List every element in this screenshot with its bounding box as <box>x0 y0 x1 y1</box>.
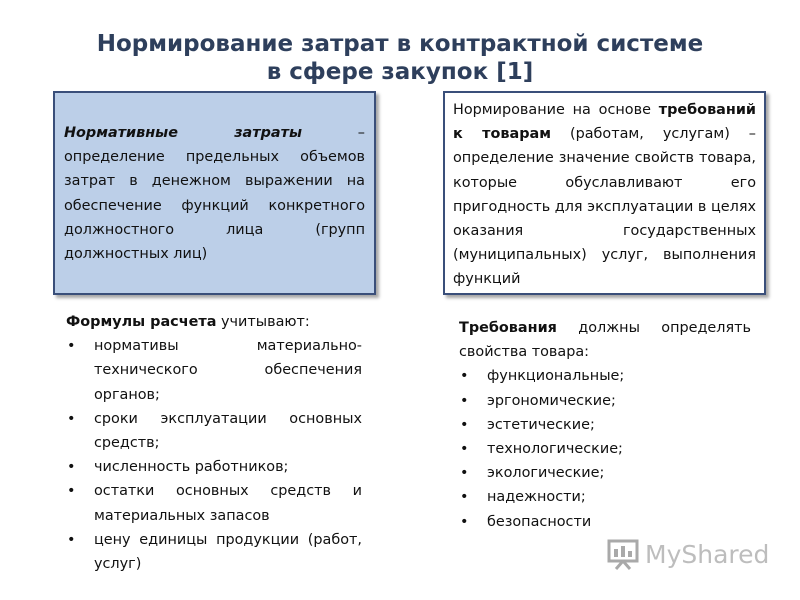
requirements-prefix: Нормирование на основе <box>453 102 659 118</box>
list-item-text: функциональные; <box>487 368 625 385</box>
product-requirements-section <box>459 316 751 534</box>
requirements-definition: (работам, услугам) – определение значение свойств товара, которые обуславливают его пригодность для эксплуатации в целях оказания государственных (муниципальных) услуг, выполнения функций <box>453 126 756 288</box>
myshared-watermark <box>606 536 769 572</box>
list-item-text: сроки эксплуатации основных средств; <box>94 410 362 452</box>
product-requirements-heading <box>459 316 751 364</box>
normative-costs-box <box>53 91 376 295</box>
list-item-text: остатки основных средств и материальных запасов <box>94 483 362 524</box>
calculation-formulas-section <box>66 310 362 576</box>
list-item-text: надежности; <box>487 489 586 506</box>
calculation-formulas-heading <box>66 310 362 334</box>
bullet-icon: • <box>460 465 469 482</box>
bullet-icon: • <box>460 441 469 458</box>
list-item-text: экологические; <box>487 465 605 482</box>
list-item <box>459 389 751 413</box>
bullet-icon: • <box>67 483 76 500</box>
list-item <box>459 485 751 509</box>
list-item <box>66 528 362 576</box>
bullet-icon: • <box>460 513 469 530</box>
list-item-text: безопасности <box>487 513 592 530</box>
product-requirements-heading-rest: должны определять свойства товара: <box>459 320 751 361</box>
list-item <box>66 455 362 479</box>
requirements-term: требований к товарам <box>453 102 756 143</box>
page-title-line-1: Нормирование затрат в контрактной системе <box>96 31 704 57</box>
bullet-icon: • <box>460 489 469 506</box>
list-item <box>459 510 751 534</box>
list-item <box>66 407 362 455</box>
calculation-formulas-heading-bold: Формулы расчета <box>66 314 217 330</box>
list-item <box>459 437 751 461</box>
list-item <box>459 461 751 485</box>
bullet-icon: • <box>460 368 469 385</box>
product-requirements-heading-bold: Требования <box>459 320 557 336</box>
normative-costs-term: Нормативные затраты <box>64 125 302 141</box>
bullet-icon: • <box>67 459 76 476</box>
bullet-icon: • <box>67 531 76 548</box>
requirements-box <box>443 91 766 295</box>
bullet-icon: • <box>67 410 76 427</box>
presentation-board-icon <box>606 537 640 571</box>
list-item <box>459 364 751 388</box>
normative-costs-text <box>64 121 365 266</box>
calculation-formulas-list <box>66 334 362 576</box>
list-item-text: численность работников; <box>94 459 289 476</box>
list-item-text: эстетические; <box>487 416 595 433</box>
calculation-formulas-heading-rest: учитывают: <box>216 314 310 330</box>
watermark-text: MyShared <box>645 539 770 569</box>
list-item <box>459 413 751 437</box>
list-item-text: технологические; <box>487 441 623 458</box>
page-title <box>0 30 800 86</box>
bullet-icon: • <box>460 416 469 433</box>
page-title-line-2: в сфере закупок [1] <box>266 59 534 85</box>
list-item-text: нормативы материально-технического обеспечения органов; <box>94 338 362 403</box>
list-item <box>66 334 362 407</box>
list-item-text: эргономические; <box>487 392 616 409</box>
list-item <box>66 479 362 527</box>
requirements-text <box>453 98 756 292</box>
normative-costs-definition: – определение предельных объемов затрат в денежном выражении на обеспечение функций конкретного должностного лица (групп должностных лиц) <box>64 125 365 263</box>
product-requirements-list <box>459 364 751 533</box>
bullet-icon: • <box>67 338 76 355</box>
bullet-icon: • <box>460 392 469 409</box>
list-item-text: цену единицы продукции (работ, услуг) <box>94 531 362 573</box>
